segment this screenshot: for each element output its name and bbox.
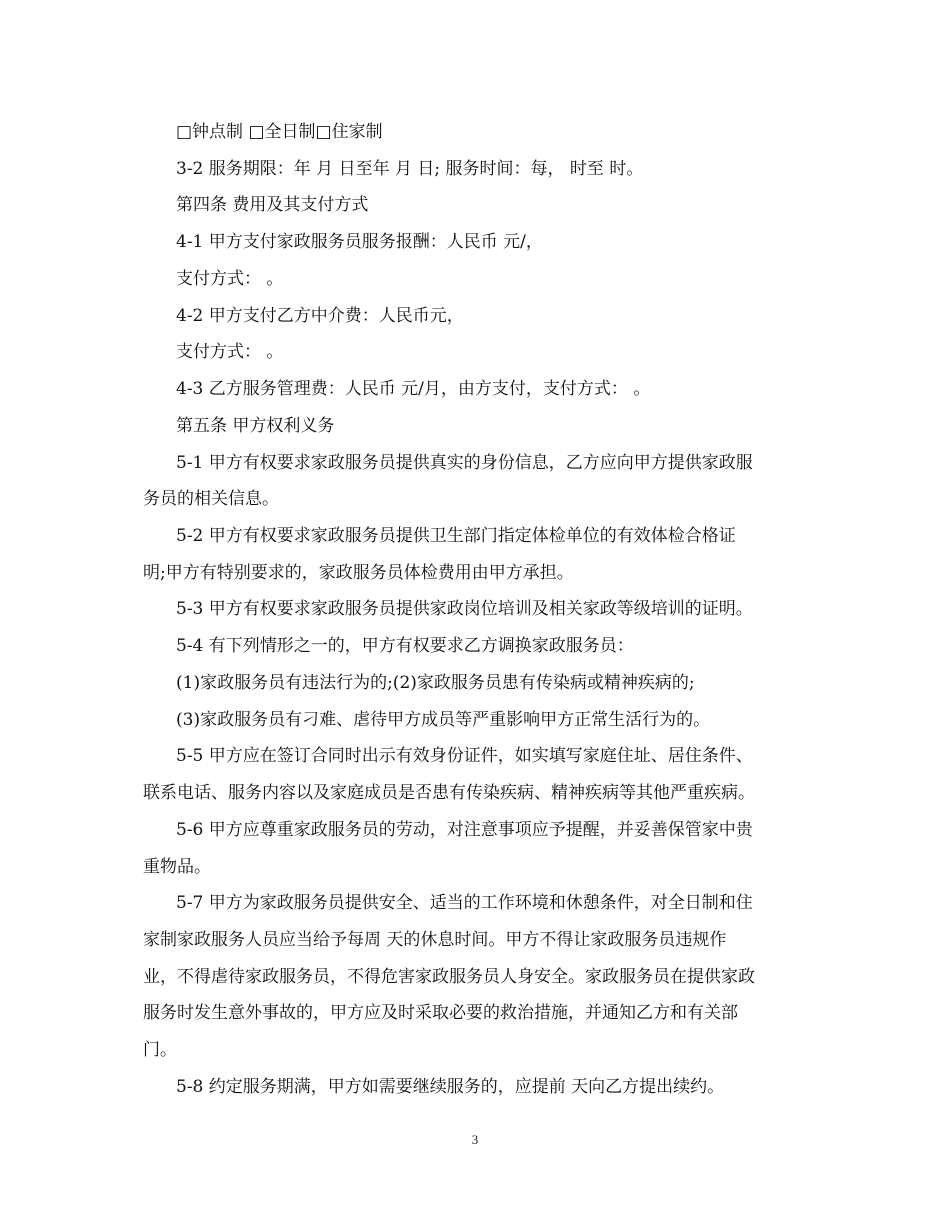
contract-line: 明;甲方有特别要求的，家政服务员体检费用由甲方承担。 [143,563,574,583]
contract-line: 5-4 有下列情形之一的，甲方有权要求乙方调换家政服务员： [176,636,634,656]
contract-line: 5-2 甲方有权要求家政服务员提供卫生部门指定体检单位的有效体检合格证 [176,526,736,546]
contract-line: 5-7 甲方为家政服务员提供安全、适当的工作环境和休憩条件，对全日制和住 [176,893,753,913]
contract-line: 门。 [143,1040,177,1060]
contract-line: 支付方式： 。 [176,342,284,362]
contract-line: 5-6 甲方应尊重家政服务员的劳动，对注意事项应予提醒，并妥善保管家中贵 [176,820,753,840]
contract-line: 4-3 乙方服务管理费：人民币 元/月，由方支付，支付方式： 。 [176,379,651,399]
contract-line: 3-2 服务期限：年 月 日至年 月 日; 服务时间：每， 时至 时。 [176,159,644,179]
contract-line: 5-3 甲方有权要求家政服务员提供家政岗位培训及相关家政等级培训的证明。 [176,599,753,619]
article-heading: 第四条 费用及其支付方式 [176,195,369,215]
contract-line: 5-5 甲方应在签订合同时出示有效身份证件，如实填写家庭住址、居住条件、 [176,746,753,766]
contract-line: 重物品。 [143,857,211,877]
contract-line: 4-1 甲方支付家政服务员服务报酬：人民币 元/， [176,232,543,252]
contract-line: □钟点制 □全日制□住家制 [176,122,383,142]
page-number: 3 [471,1132,479,1147]
contract-line: 业，不得虐待家政服务员，不得危害家政服务员人身安全。家政服务员在提供家政 [143,967,755,987]
contract-line: 家制家政服务人员应当给予每周 天的休息时间。甲方不得让家政服务员违规作 [143,930,727,950]
contract-line: (1)家政服务员有违法行为的;(2)家政服务员患有传染病或精神疾病的; [176,673,695,693]
contract-line: 服务时发生意外事故的，甲方应及时采取必要的救治措施，并通知乙方和有关部 [143,1003,738,1023]
contract-line: 5-8 约定服务期满，甲方如需要继续服务的，应提前 天向乙方提出续约。 [176,1077,725,1097]
contract-line: 联系电话、服务内容以及家庭成员是否患有传染疾病、精神疾病等其他严重疾病。 [143,783,755,803]
contract-line: 5-1 甲方有权要求家政服务员提供真实的身份信息，乙方应向甲方提供家政服 [176,453,753,473]
article-heading: 第五条 甲方权利义务 [176,416,335,436]
contract-line: 务员的相关信息。 [143,489,279,509]
contract-line: 支付方式： 。 [176,269,284,289]
contract-line: (3)家政服务员有刁难、虐待甲方成员等严重影响甲方正常生活行为的。 [176,710,711,730]
contract-line: 4-2 甲方支付乙方中介费：人民币元， [176,306,464,326]
